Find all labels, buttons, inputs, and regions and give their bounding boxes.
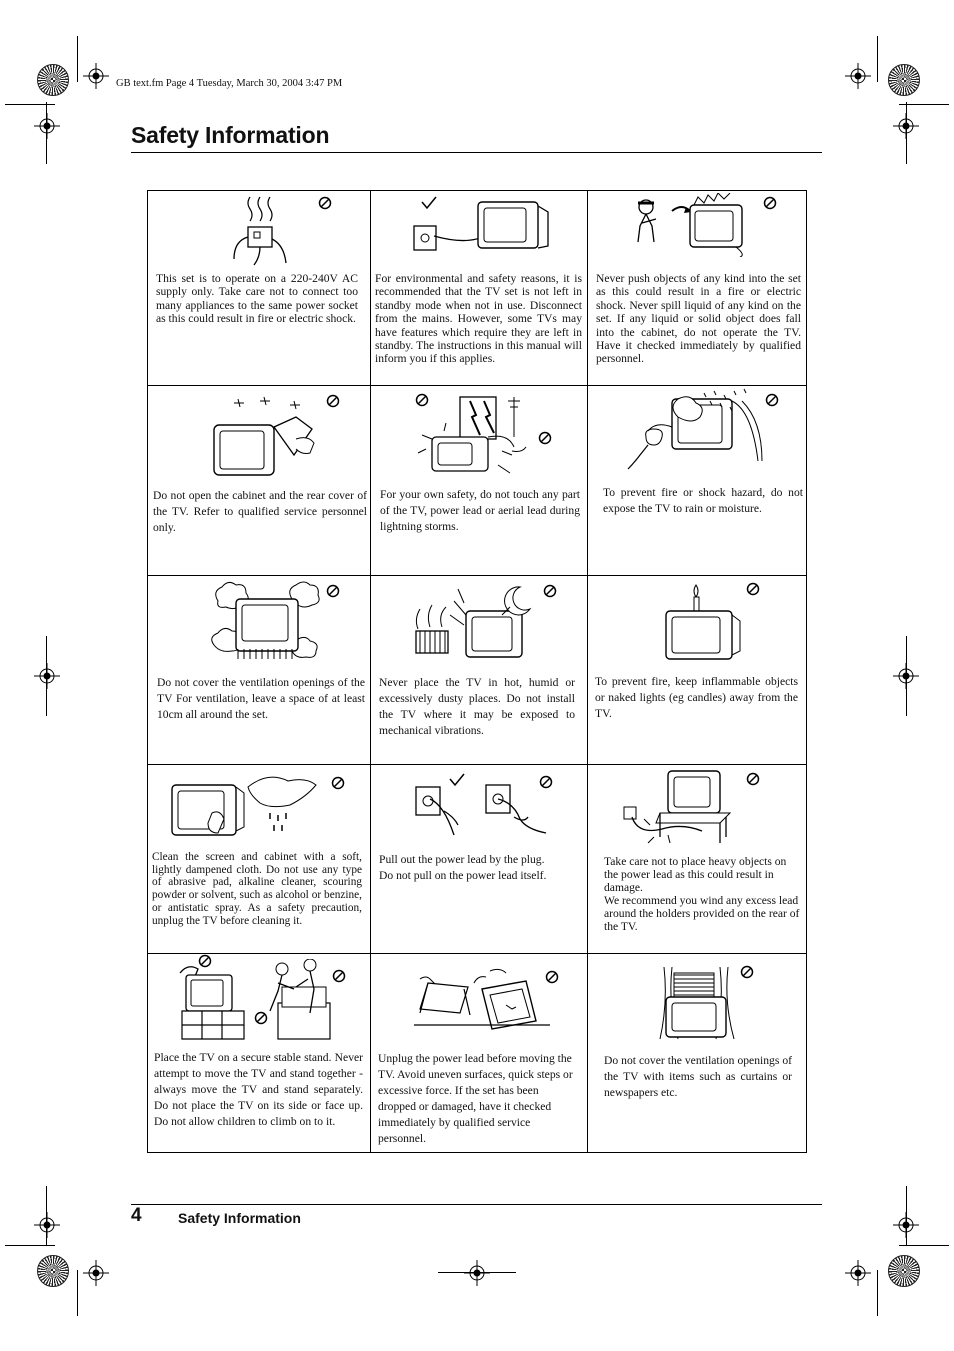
prohibited-icon	[746, 772, 760, 786]
safety-text: Never place the TV in hot, humid or excessively dusty places. Do not install the TV where it may be exposed to mechanical vibrations.	[379, 676, 575, 737]
safety-text: Unplug the power lead before moving the TV. Avoid uneven surfaces, quick steps or excessive force. If the set has been dropped or damaged, have it checked immediately by qualified service personnel.	[378, 1052, 573, 1145]
crop-mark	[46, 102, 47, 164]
page-number: 4	[131, 1205, 142, 1226]
color-bar-icon	[888, 1255, 920, 1287]
crop-mark	[46, 636, 47, 716]
grid-divider	[148, 575, 806, 576]
grid-divider	[148, 385, 806, 386]
opening-cabinet-illustration	[210, 393, 320, 481]
prohibited-icon	[746, 582, 760, 596]
crop-mark	[46, 1186, 47, 1246]
registration-mark-icon	[34, 1212, 60, 1238]
prohibited-icon	[538, 431, 552, 445]
safety-text-line: Pull out the power lead by the plug.	[379, 853, 545, 866]
grid-divider	[148, 764, 806, 765]
crop-mark	[438, 1272, 516, 1273]
candle-on-tv-illustration	[662, 583, 742, 663]
file-info: GB text.fm Page 4 Tuesday, March 30, 2004 3:47 PM	[116, 78, 343, 89]
prohibited-icon	[254, 1011, 268, 1025]
blocked-ventilation-illustration	[208, 581, 328, 665]
prohibited-icon	[326, 584, 340, 598]
color-bar-icon	[37, 64, 69, 96]
prohibited-icon	[539, 775, 553, 789]
cleaning-cloth-illustration	[168, 773, 318, 843]
prohibited-icon	[332, 969, 346, 983]
registration-mark-icon	[34, 663, 60, 689]
rain-moisture-illustration	[618, 387, 768, 477]
color-bar-icon	[888, 64, 920, 96]
tv-stand-children-illustration	[174, 959, 344, 1043]
safety-text: Do not cover the ventilation openings of the TV For ventilation, leave a space of at least 10cm all around the set.	[157, 676, 365, 721]
grid-divider	[587, 191, 588, 1152]
prohibited-icon	[543, 584, 557, 598]
safety-grid	[147, 190, 807, 1153]
prohibited-icon	[326, 394, 340, 408]
registration-mark-icon	[83, 63, 109, 89]
prohibited-icon	[318, 196, 332, 210]
safety-text	[604, 855, 802, 933]
registration-mark-icon	[845, 1260, 871, 1286]
registration-mark-icon	[83, 1260, 109, 1286]
title-divider	[131, 152, 822, 153]
overloaded-socket-illustration	[230, 195, 290, 267]
crop-mark	[906, 102, 907, 164]
prohibited-icon	[740, 965, 754, 979]
plug-removal-illustration	[410, 771, 560, 843]
crop-mark	[77, 1270, 78, 1316]
object-insertion-illustration	[632, 193, 752, 257]
safety-text	[379, 852, 579, 884]
safety-text: For your own safety, do not touch any part of the TV, power lead or aerial lead during lightning storms.	[380, 488, 580, 533]
crop-mark	[5, 1245, 55, 1246]
grid-divider	[370, 191, 371, 1152]
tv-unplug-illustration	[410, 196, 550, 258]
prohibited-icon	[331, 776, 345, 790]
crop-mark	[906, 1186, 907, 1246]
safety-text: Do not cover the ventilation openings of the TV with items such as curtains or newspapers etc.	[604, 1054, 792, 1099]
safety-text: Clean the screen and cabinet with a soft, lightly dampened cloth. Do not use any type of abrasive pad, alkaline cleaner, scouring powder or solvent, such as alcohol or benzine, or antistatic spray. As a safety precaution, unplug the TV before cleaning it.	[152, 851, 362, 927]
safety-text: This set is to operate on a 220-240V AC supply only. Take care not to connect too many appliances to the same power socket as this could result in fire or electric shock.	[156, 272, 358, 326]
crop-mark	[906, 636, 907, 716]
safety-text-line: We recommend you wind any excess lead around the holders provided on the rear of the TV.	[604, 894, 800, 933]
color-bar-icon	[37, 1255, 69, 1287]
prohibited-icon	[545, 970, 559, 984]
safety-text: Place the TV on a secure stable stand. Never attempt to move the TV and stand together -always move the TV and stand separately. Do not place the TV on its side or face up. Do not allow children to climb on to it.	[154, 1051, 363, 1128]
crop-mark	[5, 104, 55, 105]
crop-mark	[899, 1245, 949, 1246]
tv-falling-illustration	[414, 965, 550, 1035]
heat-source-illustration	[410, 581, 540, 665]
registration-mark-icon	[34, 113, 60, 139]
safety-text-line: Take care not to place heavy objects on the power lead as this could result in damage.	[604, 855, 787, 894]
footer-divider	[131, 1204, 822, 1205]
crop-mark	[877, 1270, 878, 1316]
safety-text-line: Do not pull on the power lead itself.	[379, 869, 547, 882]
page-title: Safety Information	[131, 122, 330, 148]
safety-text: To prevent fire, keep inflammable objects or naked lights (eg candles) away from the TV.	[595, 675, 798, 720]
safety-text: Do not open the cabinet and the rear cover of the TV. Refer to qualified service personnel only.	[153, 489, 367, 534]
registration-mark-icon	[464, 1260, 490, 1286]
crop-mark	[77, 36, 78, 82]
registration-mark-icon	[845, 63, 871, 89]
prohibited-icon	[765, 393, 779, 407]
covered-ventilation-illustration	[656, 965, 736, 1041]
prohibited-icon	[763, 196, 777, 210]
crop-mark	[877, 36, 878, 82]
footer-section-label: Safety Information	[178, 1210, 301, 1226]
safety-text: For environmental and safety reasons, it is recommended that the TV set is not left in standby mode when not in use. Disconnect from the mains. However, some TVs may have features which require they are left in standby. The instructions in this manual will inform you if this applies.	[375, 272, 582, 366]
grid-divider	[148, 953, 806, 954]
safety-text: To prevent fire or shock hazard, do not expose the TV to rain or moisture.	[603, 486, 803, 515]
lightning-storm-illustration	[414, 391, 544, 479]
safety-text: Never push objects of any kind into the set as this could result in a fire or electric shock. Never spill liquid of any kind on the set. If any liquid or solid object does fall into the cabinet, do not operate the TV. Have it checked immediately by qualified personnel.	[596, 272, 801, 366]
tv-on-cable-illustration	[620, 767, 740, 849]
